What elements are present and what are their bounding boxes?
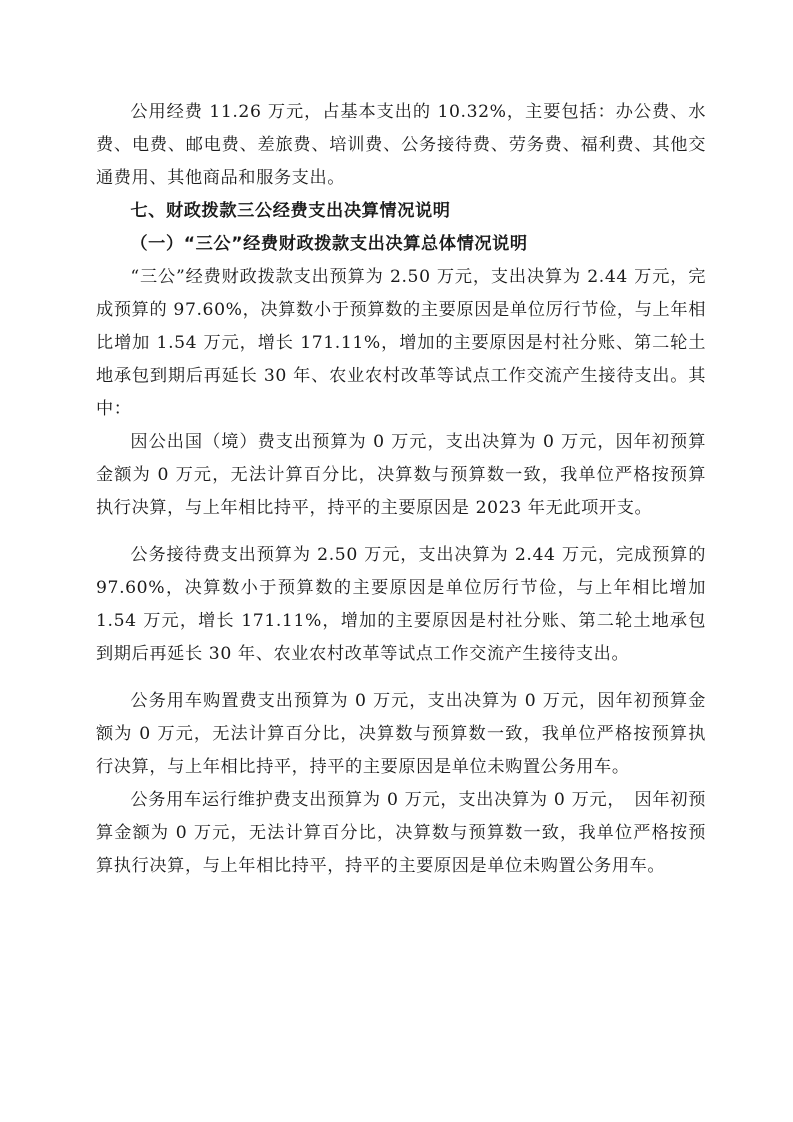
paragraph-three-public-overall: “三公”经费财政拨款支出预算为 2.50 万元，支出决算为 2.44 万元，完成预算的 97.60%，决算数小于预算数的主要原因是单位厉行节俭，与上年相比增加 1.54 万元，增长 171.11%，增加的主要原因是村社分账、第二轮土地承包到期后再延长 30 年、农业农村改革等试点工作交流产生接待支出。其中： [96,267,706,419]
paragraph-abroad-expense: 因公出国（境）费支出预算为 0 万元，支出决算为 0 万元，因年初预算金额为 0 万元，无法计算百分比，决算数与预算数一致，我单位严格按预算执行决算，与上年相比持平，持平的主要原因是 2023 年无此项开支。 [96,432,706,518]
document-body [96,96,706,883]
paragraph-vehicle-maintenance: 公务用车运行维护费支出预算为 0 万元，支出决算为 0 万元， 因年初预算金额为 0 万元，无法计算百分比，决算数与预算数一致，我单位严格按预算执行决算，与上年相比持平，持平的主要原因是单位未购置公务用车。 [96,790,706,876]
paragraph-reception-expense: 公务接待费支出预算为 2.50 万元，支出决算为 2.44 万元，完成预算的 97.60%，决算数小于预算数的主要原因是单位厉行节俭，与上年相比增加 1.54 万元，增长 171.11%，增加的主要原因是村社分账、第二轮土地承包到期后再延长 30 年、农业农村改革等试点工作交流产生接待支出。 [96,545,706,664]
paragraph-spacer [96,671,706,685]
heading-section-7: 七、财政拨款三公经费支出决算情况说明 [130,201,451,221]
paragraph-public-funds: 公用经费 11.26 万元，占基本支出的 10.32%，主要包括：办公费、水费、电费、邮电费、差旅费、培训费、公务接待费、劳务费、福利费、其他交通费用、其他商品和服务支出。 [96,102,706,188]
paragraph-spacer [96,525,706,539]
paragraph-vehicle-purchase: 公务用车购置费支出预算为 0 万元，支出决算为 0 万元，因年初预算金额为 0 万元，无法计算百分比，决算数与预算数一致，我单位严格按预算执行决算，与上年相比持平，持平的主要原因是单位未购置公务用车。 [96,691,706,777]
heading-subsection-1: （一）“三公”经费财政拨款支出决算总体情况说明 [130,234,528,254]
